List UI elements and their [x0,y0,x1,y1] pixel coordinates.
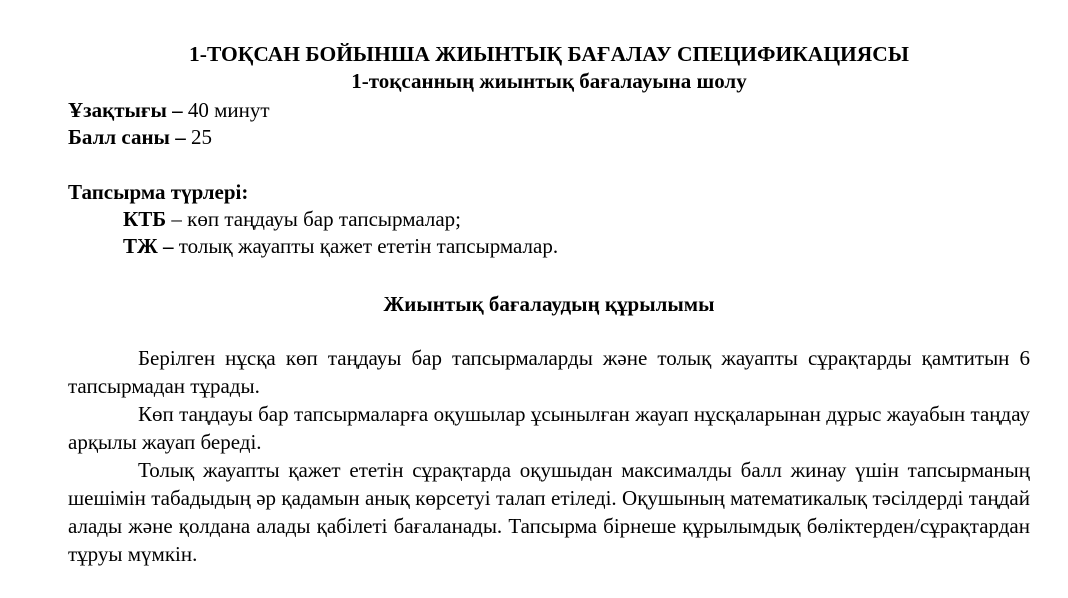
document-title: 1-ТОҚСАН БОЙЫНША ЖИЫНТЫҚ БАҒАЛАУ СПЕЦИФИКАЦИЯСЫ [189,42,909,66]
task-type-item [123,207,461,232]
paragraph: Берілген нұсқа көп таңдауы бар тапсырмаларды және толық жауапты сұрақтарды қамтитын 6 тапсырмадан тұрады. [68,346,1030,398]
task-type-desc: – көп таңдауы бар тапсырмалар; [166,207,461,231]
task-type-abbr: ТЖ – [123,234,174,258]
task-type-item [123,234,558,259]
task-type-desc: толық жауапты қажет ететін тапсырмалар. [173,234,559,258]
task-types-heading: Тапсырма түрлері: [68,180,249,204]
paragraph: Көп таңдауы бар тапсырмаларға оқушылар ұсынылған жауап нұсқаларынан дұрыс жауабын таңдау арқылы жауап береді. [68,402,1030,454]
duration-line [68,98,270,123]
structure-heading: Жиынтық бағалаудың құрылымы [383,292,715,316]
duration-label: Ұзақтығы – [68,98,183,122]
task-type-abbr: КТБ [123,207,167,231]
score-value: 25 [185,125,212,149]
score-label: Балл саны – [68,125,186,149]
document-page [68,0,1030,598]
document-subtitle: 1-тоқсанның жиынтық бағалауына шолу [351,69,747,93]
paragraph: Толық жауапты қажет ететін сұрақтарда оқушыдан максималды балл жинау үшін тапсырманың шешімін табадыдың әр қадамын анық көрсетуі талап етіледі. Оқушының математикалық тәсілдерді таңдай алады және қолдана алады қабілеті бағаланады. Тапсырма бірнеше құрылымдық бөліктерден/сұрақтардан тұруы мүмкін. [68,458,1030,566]
duration-value: 40 минут [182,98,270,122]
score-line [68,125,212,150]
